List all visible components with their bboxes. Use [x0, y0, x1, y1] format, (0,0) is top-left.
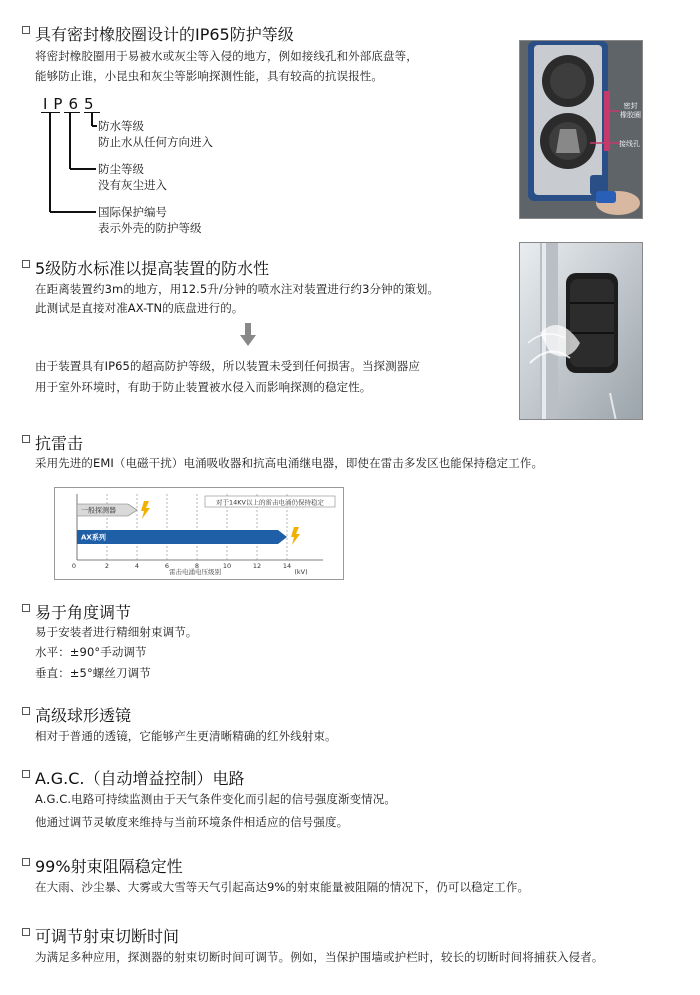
ip-diagram-connector-lines: [40, 112, 100, 217]
chart-x-axis-label: 雷击电涌电压级别: [169, 568, 221, 576]
chart-tick-label: 0: [71, 562, 77, 570]
section-title-lightning: 抗雷击: [22, 434, 83, 454]
lightning-bolt-icon: [141, 501, 150, 519]
section-text-line: 能够防止谁，小昆虫和灰尘等影响探测性能，具有较高的抗误报性。: [35, 69, 383, 83]
chart-tick-label: 12: [252, 562, 262, 570]
section-text-line: 采用先进的EMI（电磁干扰）电涌吸收器和抗高电涌继电器，即使在雷击多发区也能保持稳定工作。: [35, 456, 544, 470]
section-title-ip65: 具有密封橡胶圈设计的IP65防护等级: [22, 25, 294, 45]
section-text-line: 在距离装置约3m的地方，用12.5升/分钟的喷水注对装置进行约3分钟的策划。: [35, 282, 440, 296]
ip-label-water: 防水等级 防止水从任何方向进入: [98, 119, 213, 149]
lightning-chart-frame: [54, 487, 344, 580]
section-title-interrupt-time: 可调节射束切断时间: [22, 927, 179, 947]
water-test-photo: [519, 242, 643, 420]
seal-label: 密封 橡胶圈: [620, 102, 641, 119]
section-text-line: 由于装置具有IP65的超高防护等级，所以装置未受到任何损害。当探测器应: [35, 359, 420, 373]
section-text-line: 相对于普通的透镜，它能够产生更清晰精确的红外线射束。: [35, 729, 337, 743]
chart-x-axis-unit: (kV): [294, 568, 308, 576]
detector-seal-photo: [519, 40, 643, 219]
section-text-line: 易于安装者进行精细射束调节。: [35, 625, 198, 639]
chart-tick-label: 4: [134, 562, 140, 570]
chart-bar-ax-series: [77, 530, 287, 544]
checkbox-bullet-icon: [22, 604, 30, 612]
lightning-bolt-icon: [291, 527, 300, 545]
section-text-line: 水平：±90°手动调节: [35, 645, 147, 659]
section-text-line: A.G.C.电路可持续监测由于天气条件变化而引起的信号强度渐变情况。: [35, 792, 396, 806]
down-arrow-icon: [240, 323, 256, 347]
section-text-line: 在大雨、沙尘暴、大雾或大雪等天气引起高达9%的射束能量被阻隔的情况下，仍可以稳定工作。: [35, 880, 530, 894]
chart-tick-label: 10: [222, 562, 232, 570]
chart-title: 对于14KV以上的雷击电涌仍保持稳定: [216, 498, 324, 507]
section-title-lens: 高级球形透镜: [22, 706, 131, 726]
ip-label-protection: 国际保护编号 表示外壳的防护等级: [98, 205, 202, 235]
chart-tick-label: 14: [282, 562, 292, 570]
checkbox-bullet-icon: [22, 260, 30, 268]
checkbox-bullet-icon: [22, 435, 30, 443]
checkbox-bullet-icon: [22, 770, 30, 778]
chart-tick-label: 2: [104, 562, 110, 570]
section-text-line: 为满足多种应用，探测器的射束切断时间可调节。例如，当保护围墙或护栏时，较长的切断时间将捕获入侵者。: [35, 950, 604, 964]
detector-seal-illustration: [520, 41, 643, 219]
checkbox-bullet-icon: [22, 858, 30, 866]
ip-code: IP65: [43, 95, 100, 113]
checkbox-bullet-icon: [22, 928, 30, 936]
chart-bar-label: AX系列: [81, 533, 106, 542]
ip-label-dust: 防尘等级 没有灰尘进入: [98, 162, 167, 192]
section-title-waterproof: 5级防水标准以提高装置的防水性: [22, 259, 269, 279]
checkbox-bullet-icon: [22, 26, 30, 34]
section-text-line: 此测试是直接对准AX-TN的底盘进行的。: [35, 301, 244, 315]
chart-bar-label: 一般探测器: [81, 506, 116, 515]
chart-tick-label: 8: [194, 562, 200, 570]
surge-chart: [55, 488, 343, 579]
section-title-angle: 易于角度调节: [22, 603, 131, 623]
section-text-line: 用于室外环境时，有助于防止装置被水侵入而影响探测的稳定性。: [35, 380, 372, 394]
chart-tick-label: 6: [164, 562, 170, 570]
section-title-beam-stability: 99%射束阻隔稳定性: [22, 857, 183, 877]
section-text-line: 垂直：±5°螺丝刀调节: [35, 666, 151, 680]
hole-label: 接线孔: [619, 140, 640, 148]
checkbox-bullet-icon: [22, 707, 30, 715]
section-text-line: 他通过调节灵敏度来维持与当前环境条件相适应的信号强度。: [35, 815, 349, 829]
section-title-agc: A.G.C.（自动增益控制）电路: [22, 769, 245, 789]
water-test-illustration: [520, 243, 643, 420]
section-text-line: 将密封橡胶圈用于易被水或灰尘等入侵的地方，例如接线孔和外部底盘等，: [35, 49, 418, 63]
